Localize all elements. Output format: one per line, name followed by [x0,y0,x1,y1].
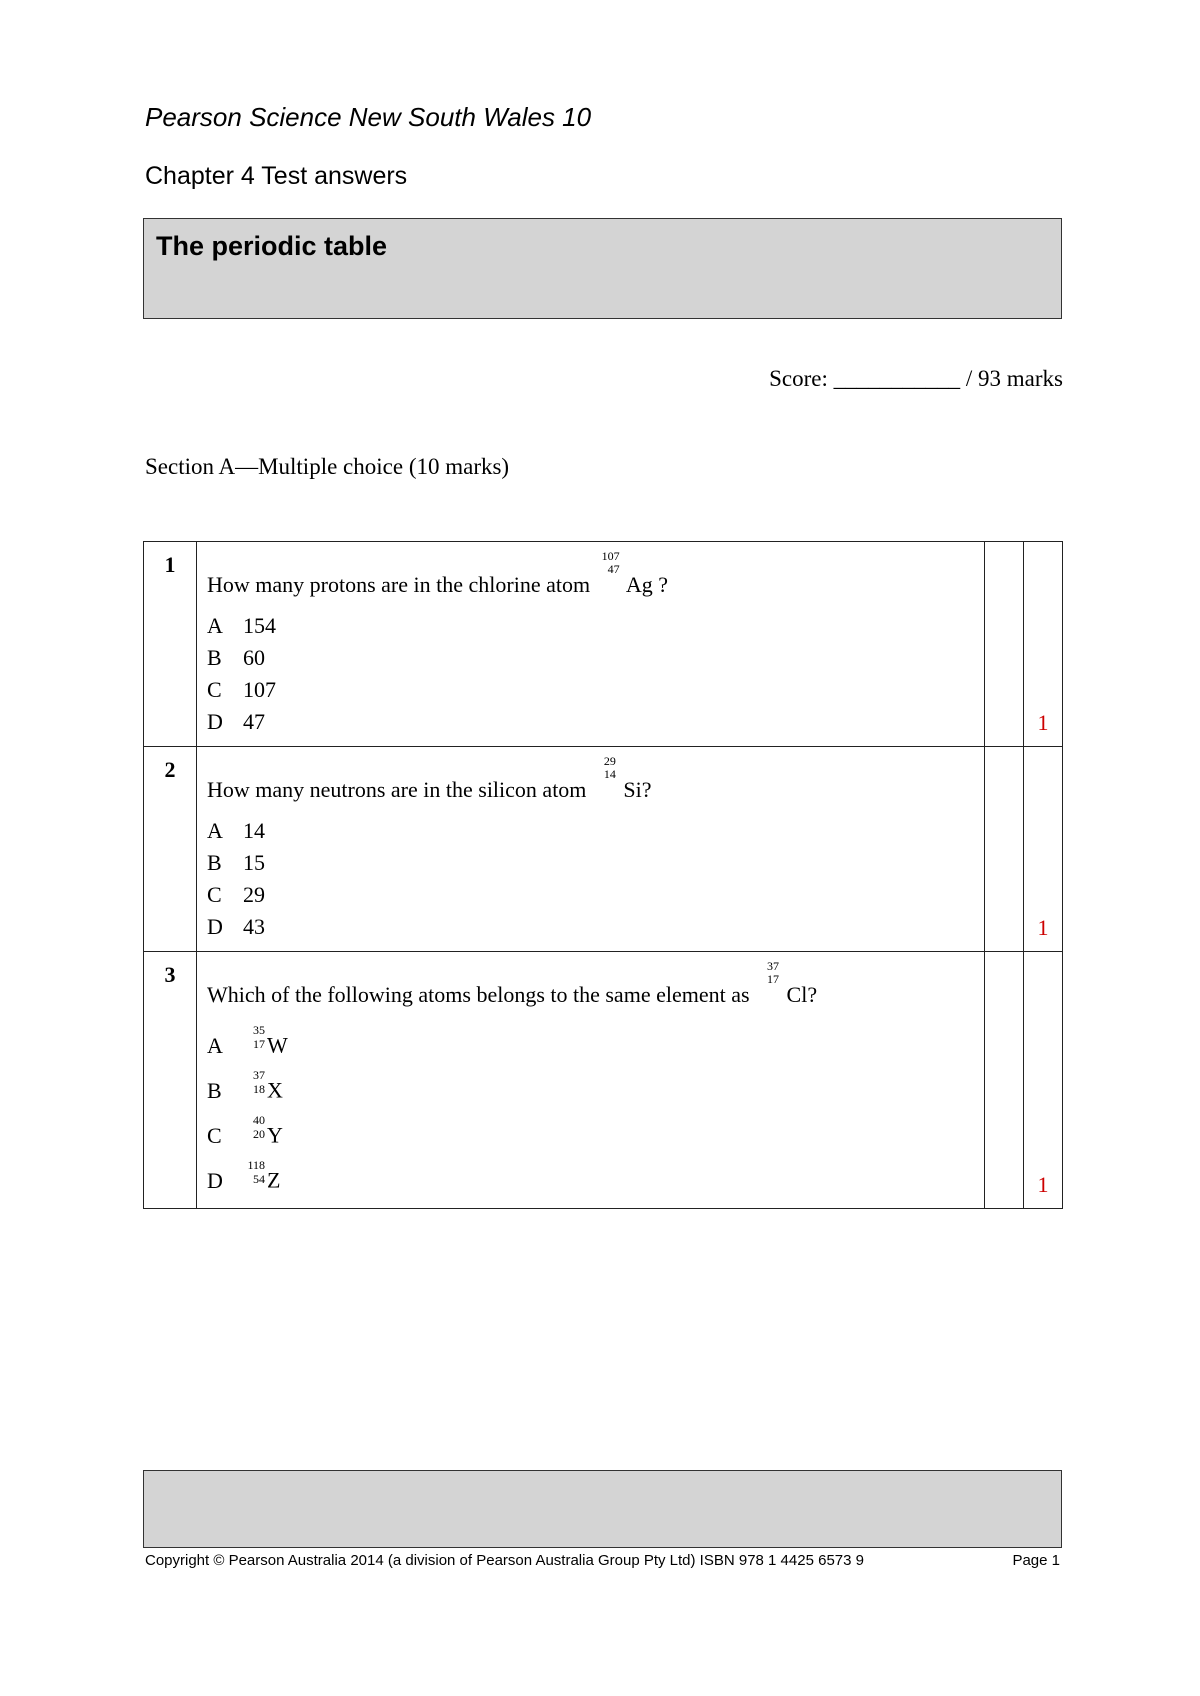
page-number: Page 1 [1012,1552,1060,1569]
option-letter: D [207,709,223,735]
mark-value: 1 [1037,709,1049,735]
atomic-number: 17 [767,971,780,986]
isotope-notation [759,958,781,1002]
question-number: 3 [144,951,197,1208]
question-body [197,951,985,1208]
isotope-notation [245,1023,267,1060]
option-letter: B [207,645,222,671]
atomic-number: 47 [607,562,620,576]
mark-cell [1024,951,1063,1208]
isotope-notation [600,549,622,592]
atomic-number: 18 [253,1082,265,1097]
element-symbol: Si? [623,776,652,802]
atomic-number: 14 [603,766,616,781]
atomic-number: 17 [253,1037,265,1052]
option-letter: A [207,613,223,639]
atomic-number: 20 [253,1127,265,1142]
multiple-choice-table [143,541,1063,1209]
option-letter: C [207,1122,222,1148]
answer-cell [985,951,1024,1208]
mass-number: 107 [601,549,620,563]
answer-option [207,1110,974,1155]
option-letter: C [207,882,222,908]
mass-number: 37 [767,958,780,973]
answer-option [207,847,974,879]
answer-option [207,1065,974,1110]
option-letter: C [207,677,222,703]
question-row [144,746,1063,951]
option-text: 154 [243,613,276,639]
mass-number: 29 [603,753,616,768]
isotope-notation [245,1113,267,1150]
section-heading: Section A—Multiple choice (10 marks) [145,454,510,479]
answer-option [207,610,974,642]
option-letter: B [207,1077,222,1103]
answer-option [207,815,974,847]
question-row [144,542,1063,747]
chapter-title: The periodic table [156,231,388,261]
answer-option [207,706,974,738]
option-letter: D [207,1167,223,1193]
option-letter: D [207,914,223,940]
question-number: 1 [144,542,197,747]
chapter-title-box [143,218,1062,319]
question-stem-text: How many protons are in the chlorine atom [207,572,591,597]
option-text: 47 [243,709,265,735]
question-stem [207,753,974,803]
answer-cell [985,542,1024,747]
answer-option [207,642,974,674]
question-stem [207,958,974,1008]
mark-cell [1024,542,1063,747]
option-text: 15 [243,850,265,876]
answer-option [207,1020,974,1065]
question-body [197,542,985,747]
mass-number: 118 [247,1158,265,1173]
isotope-notation [245,1158,267,1195]
option-letter: B [207,850,222,876]
element-symbol: X [267,1077,283,1103]
question-stem-text: How many neutrons are in the silicon atom [207,776,587,802]
element-symbol: W [267,1032,288,1058]
option-letter: A [207,1032,223,1058]
option-letter: A [207,818,223,844]
option-text: 29 [243,882,265,908]
question-number: 2 [144,746,197,951]
question-stem-text: Which of the following atoms belongs to the same element as [207,981,750,1007]
isotope-notation [596,753,618,797]
copyright-notice: Copyright © Pearson Australia 2014 (a division of Pearson Australia Group Pty Ltd) ISBN 978 1 4425 6573 9 [145,1552,864,1569]
element-symbol: Y [267,1122,283,1148]
document-title: Pearson Science New South Wales 10 [145,102,592,132]
mark-value: 1 [1037,914,1049,940]
mark-value: 1 [1037,1172,1049,1198]
option-text: 60 [243,645,265,671]
element-symbol: Cl? [786,981,818,1007]
question-stem [207,549,974,598]
element-symbol: Ag ? [625,572,669,597]
atomic-number: 54 [253,1172,265,1187]
score-line: Score: ___________ / 93 marks [769,366,1063,391]
question-row [144,951,1063,1208]
mass-number: 40 [253,1113,265,1128]
mass-number: 35 [253,1023,265,1038]
option-text: 14 [243,818,265,844]
answer-option [207,911,974,943]
isotope-notation [245,1068,267,1105]
answer-option [207,1155,974,1200]
answer-option [207,674,974,706]
answer-cell [985,746,1024,951]
question-body [197,746,985,951]
document-subtitle: Chapter 4 Test answers [145,162,408,190]
element-symbol: Z [267,1167,281,1193]
answer-option [207,879,974,911]
option-text: 43 [243,914,265,940]
footer-box [143,1470,1062,1548]
mark-cell [1024,746,1063,951]
option-text: 107 [243,677,276,703]
mass-number: 37 [253,1068,265,1083]
